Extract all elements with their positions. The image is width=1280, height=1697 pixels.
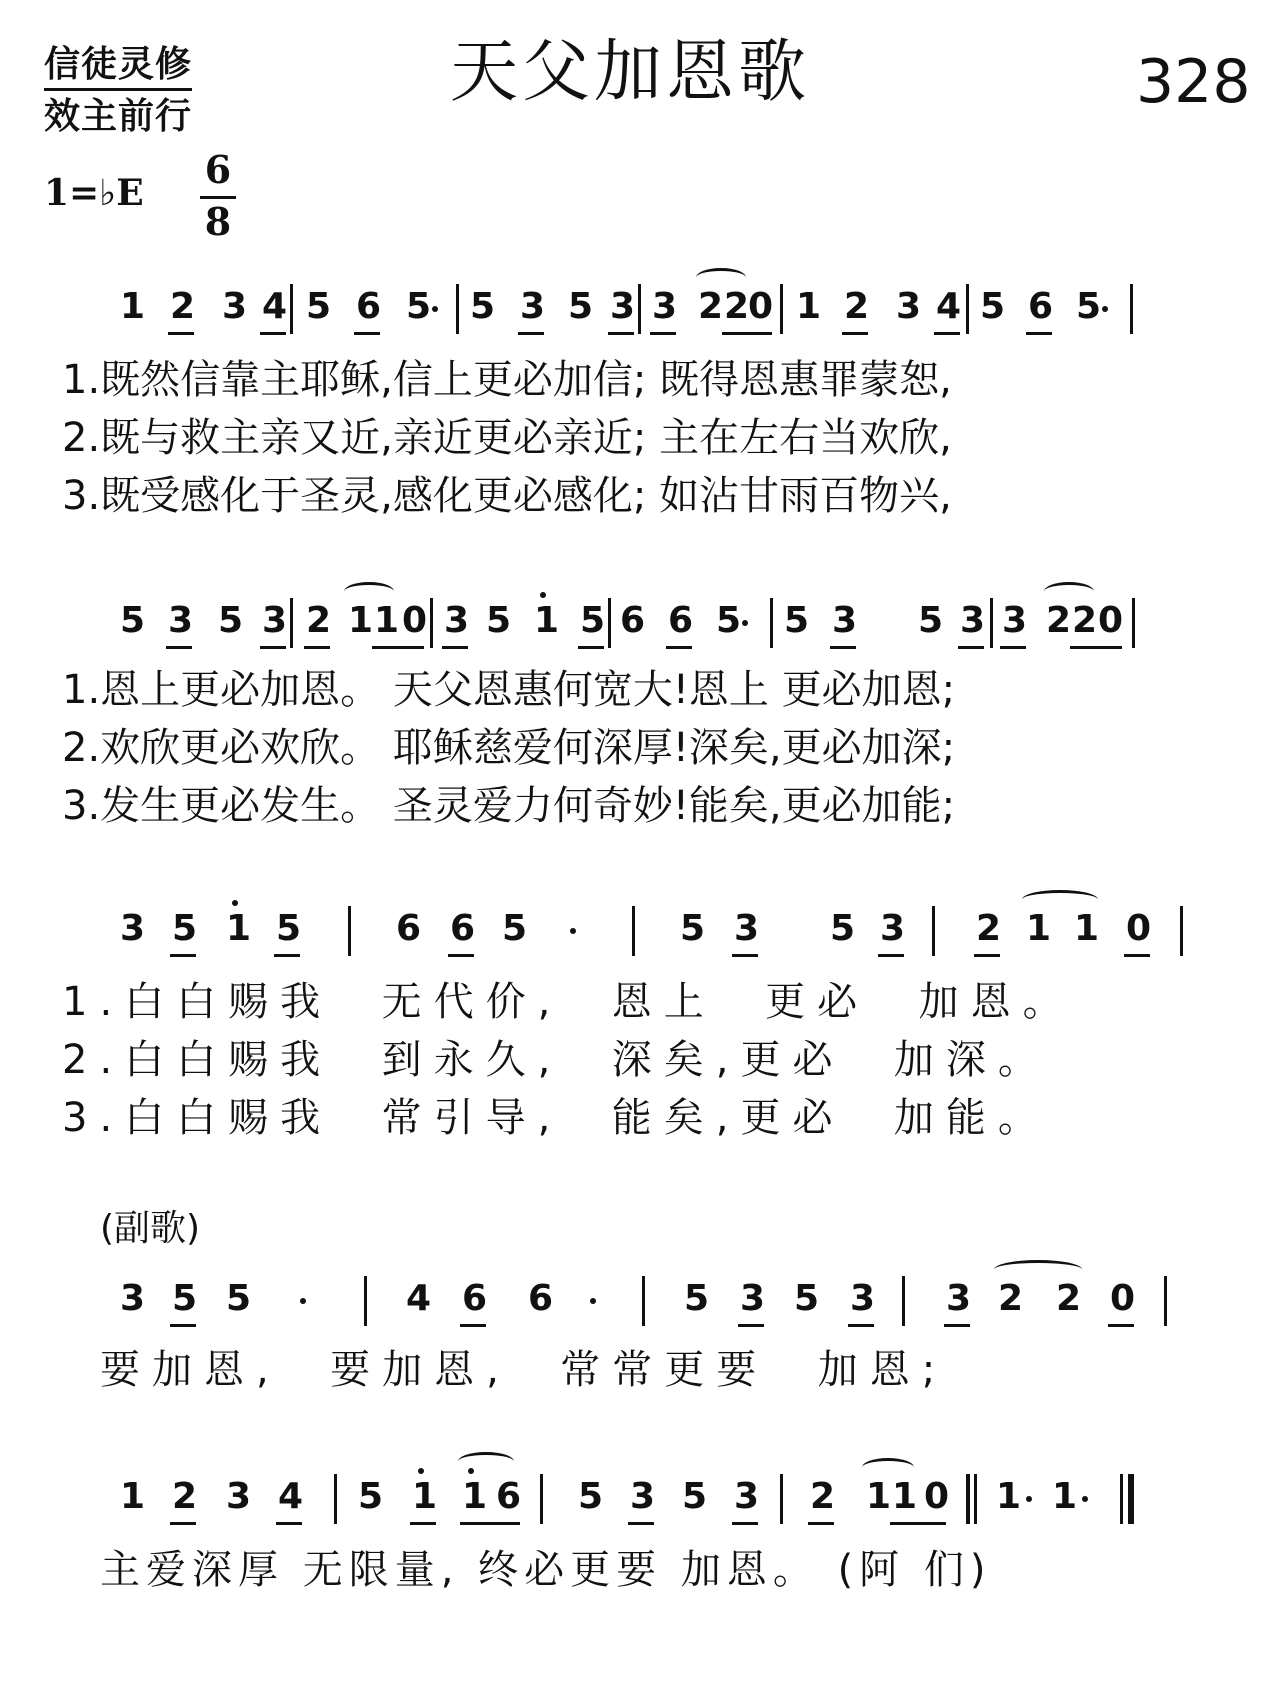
bar-line <box>608 598 611 648</box>
note: 3 <box>262 600 288 641</box>
dot <box>1102 306 1108 312</box>
notation-row-4 <box>110 1274 1240 1334</box>
note: 5 <box>120 600 146 641</box>
note: 5 <box>918 600 944 641</box>
notation-row-3 <box>110 904 1240 964</box>
note: 3 <box>740 1278 766 1319</box>
time-signature-bottom: 8 <box>204 199 232 244</box>
note: 5 <box>358 1476 384 1517</box>
note: 2 <box>976 908 1002 949</box>
underline <box>608 332 634 335</box>
underline <box>304 646 330 649</box>
underline <box>958 646 984 649</box>
underline <box>628 1522 654 1525</box>
bar-line <box>1132 598 1135 648</box>
note: 0 <box>924 1476 950 1517</box>
note: 3 <box>896 286 922 327</box>
note: 6 <box>668 600 694 641</box>
note: 2 <box>998 1278 1024 1319</box>
note: 6 <box>528 1278 554 1319</box>
underline <box>830 646 856 649</box>
note: 5 <box>980 286 1006 327</box>
lyric-verse-2-line-1: 2.既与救主亲又近,亲近更必亲近; 主在左右当欢欣, <box>62 415 952 461</box>
underline <box>274 954 300 957</box>
note: 6 <box>450 908 476 949</box>
bar-line <box>632 906 635 956</box>
hymn-number: 328 <box>1136 47 1251 117</box>
underline <box>848 1324 874 1327</box>
bar-line <box>540 1474 543 1524</box>
underline <box>410 1522 436 1525</box>
note: 5 <box>794 1278 820 1319</box>
note: 3 <box>734 1476 760 1517</box>
slur <box>1022 890 1098 909</box>
underline <box>1000 646 1026 649</box>
note: 5 <box>226 1278 252 1319</box>
underline <box>460 1324 486 1327</box>
note: 1 <box>226 908 252 949</box>
note: 5 <box>578 1476 604 1517</box>
note: 1 <box>892 1476 918 1517</box>
underline <box>442 646 468 649</box>
note: 3 <box>946 1278 972 1319</box>
slur <box>696 268 746 287</box>
note: 1 <box>412 1476 438 1517</box>
underline <box>166 646 192 649</box>
underline <box>354 332 380 335</box>
note: 0 <box>1126 908 1152 949</box>
underline <box>168 332 194 335</box>
note: 5 <box>172 1278 198 1319</box>
note: 2 <box>172 1476 198 1517</box>
note: 4 <box>262 286 288 327</box>
dot <box>540 592 546 598</box>
underline <box>722 332 772 335</box>
underline <box>448 954 474 957</box>
final-bar-line <box>1128 1474 1134 1524</box>
note: 1 <box>866 1476 892 1517</box>
note: 5 <box>580 600 606 641</box>
note: 3 <box>120 908 146 949</box>
bar-line <box>990 598 993 648</box>
underline <box>842 332 868 335</box>
underline <box>170 1324 196 1327</box>
note: 1 <box>996 1476 1022 1517</box>
underline <box>732 954 758 957</box>
underline <box>732 1522 758 1525</box>
underline <box>650 332 676 335</box>
note: 5 <box>684 1278 710 1319</box>
dot <box>1082 1496 1088 1502</box>
note: 5 <box>502 908 528 949</box>
category-line-2: 效主前行 <box>44 96 193 137</box>
dot <box>590 1298 596 1304</box>
note: 2 <box>844 286 870 327</box>
bar-line <box>638 284 641 334</box>
bar-line <box>770 598 773 648</box>
bar-line <box>456 284 459 334</box>
refrain-lyric-line-2: 主爱深厚 无限量, 终必更要 加恩。 (阿 们) <box>100 1547 992 1593</box>
note: 2 <box>810 1476 836 1517</box>
underline <box>890 1522 946 1525</box>
underline <box>666 646 692 649</box>
lyric-verse-3-line-3: 3.白白赐我 常引导, 能矣,更必 加能。 <box>62 1095 1050 1141</box>
lyric-verse-1-line-2: 1.恩上更必加恩。 天父恩惠何宽大!恩上 更必加恩; <box>62 667 956 713</box>
underline <box>372 646 424 649</box>
note: 2 <box>1046 600 1072 641</box>
dot <box>742 620 748 626</box>
note: 1 <box>348 600 374 641</box>
slur <box>344 582 394 601</box>
lyric-verse-3-line-2: 3.发生更必发生。 圣灵爱力何奇妙!能矣,更必加能; <box>62 783 956 829</box>
note: 1 <box>374 600 400 641</box>
note: 3 <box>120 1278 146 1319</box>
bar-line <box>348 906 351 956</box>
bar-line <box>364 1276 367 1326</box>
note: 3 <box>960 600 986 641</box>
bar-line <box>902 1276 905 1326</box>
hymn-title: 天父加恩歌 <box>450 33 811 112</box>
dot <box>232 900 238 906</box>
note: 2 <box>1072 600 1098 641</box>
underline <box>944 1324 970 1327</box>
lyric-verse-1-line-3: 1.白白赐我 无代价, 恩上 更必 加恩。 <box>62 979 1075 1025</box>
underline <box>738 1324 764 1327</box>
slur <box>994 1260 1082 1279</box>
note: 0 <box>1098 600 1124 641</box>
underline <box>1108 1324 1134 1327</box>
lyric-verse-2-line-3: 2.白白赐我 到永久, 深矣,更必 加深。 <box>62 1037 1050 1083</box>
note: 3 <box>610 286 636 327</box>
key-signature: 1=♭E <box>44 172 144 214</box>
notation-row-2 <box>110 596 1240 656</box>
note: 1 <box>534 600 560 641</box>
note: 1 <box>796 286 822 327</box>
note: 2 <box>306 600 332 641</box>
bar-line <box>780 1474 783 1524</box>
note: 5 <box>1076 286 1102 327</box>
notation-row-5 <box>110 1472 1240 1532</box>
lyric-verse-1-line-1: 1.既然信靠主耶稣,信上更必加信; 既得恩惠罪蒙恕, <box>62 357 952 403</box>
note: 5 <box>406 286 432 327</box>
note: 3 <box>226 1476 252 1517</box>
note: 2 <box>1056 1278 1082 1319</box>
underline <box>276 1522 302 1525</box>
note: 3 <box>652 286 678 327</box>
note: 3 <box>850 1278 876 1319</box>
note: 6 <box>462 1278 488 1319</box>
note: 5 <box>218 600 244 641</box>
note: 1 <box>120 1476 146 1517</box>
time-signature-top: 6 <box>204 147 232 192</box>
note: 6 <box>1028 286 1054 327</box>
note: 6 <box>620 600 646 641</box>
underline <box>974 954 1000 957</box>
bar-line <box>1164 1276 1167 1326</box>
bar-line <box>1180 906 1183 956</box>
underline <box>1070 646 1122 649</box>
bar-line <box>932 906 935 956</box>
bar-line <box>290 284 293 334</box>
refrain-lyric-line-1: 要加恩, 要加恩, 常常更要 加恩; <box>100 1347 948 1393</box>
note: 3 <box>520 286 546 327</box>
note: 3 <box>1002 600 1028 641</box>
note: 1 <box>1026 908 1052 949</box>
note: 3 <box>444 600 470 641</box>
note: 5 <box>486 600 512 641</box>
underline <box>1124 954 1150 957</box>
dot <box>418 1468 424 1474</box>
final-bar-line <box>1120 1474 1123 1524</box>
note: 4 <box>936 286 962 327</box>
refrain-label: (副歌) <box>100 1208 201 1249</box>
underline <box>808 1522 834 1525</box>
note: 0 <box>1110 1278 1136 1319</box>
slur <box>1044 582 1094 601</box>
note: 3 <box>222 286 248 327</box>
double-bar-line <box>966 1474 970 1524</box>
bar-line <box>966 284 969 334</box>
bar-line <box>430 598 433 648</box>
underline <box>934 332 960 335</box>
underline <box>260 646 286 649</box>
note: 2 <box>698 286 724 327</box>
note: 5 <box>680 908 706 949</box>
dot <box>300 1298 306 1304</box>
note: 3 <box>168 600 194 641</box>
notation-row-1 <box>110 282 1240 342</box>
underline <box>260 332 286 335</box>
note: 5 <box>306 286 332 327</box>
bar-line <box>334 1474 337 1524</box>
underline <box>878 954 904 957</box>
bar-line <box>290 598 293 648</box>
slur <box>458 1452 514 1471</box>
note: 6 <box>396 908 422 949</box>
bar-line <box>780 284 783 334</box>
bar-line <box>642 1276 645 1326</box>
note: 2 <box>170 286 196 327</box>
note: 5 <box>172 908 198 949</box>
note: 2 <box>724 286 750 327</box>
bar-line <box>1130 284 1133 334</box>
slur <box>862 1458 914 1477</box>
note: 1 <box>120 286 146 327</box>
note: 5 <box>470 286 496 327</box>
dot <box>432 306 438 312</box>
note: 5 <box>682 1476 708 1517</box>
underline <box>170 1522 196 1525</box>
underline <box>518 332 544 335</box>
note: 3 <box>880 908 906 949</box>
underline <box>170 954 196 957</box>
underline <box>578 646 604 649</box>
note: 5 <box>784 600 810 641</box>
note: 5 <box>568 286 594 327</box>
lyric-verse-2-line-2: 2.欢欣更必欢欣。 耶稣慈爱何深厚!深矣,更必加深; <box>62 725 956 771</box>
note: 4 <box>406 1278 432 1319</box>
note: 3 <box>630 1476 656 1517</box>
dot <box>1026 1496 1032 1502</box>
note: 6 <box>356 286 382 327</box>
underline <box>1026 332 1052 335</box>
note: 4 <box>278 1476 304 1517</box>
note: 5 <box>830 908 856 949</box>
category-line-1: 信徒灵修 <box>44 42 192 91</box>
note: 1 <box>462 1476 488 1517</box>
note: 5 <box>716 600 742 641</box>
double-bar-line <box>974 1474 977 1524</box>
underline <box>460 1522 520 1525</box>
note: 6 <box>496 1476 522 1517</box>
note: 5 <box>276 908 302 949</box>
lyric-verse-3-line-1: 3.既受感化于圣灵,感化更必感化; 如沾甘雨百物兴, <box>62 473 952 519</box>
note: 3 <box>832 600 858 641</box>
note: 0 <box>748 286 774 327</box>
dot <box>570 928 576 934</box>
note: 3 <box>734 908 760 949</box>
note: 1 <box>1074 908 1100 949</box>
note: 1 <box>1052 1476 1078 1517</box>
note: 0 <box>402 600 428 641</box>
